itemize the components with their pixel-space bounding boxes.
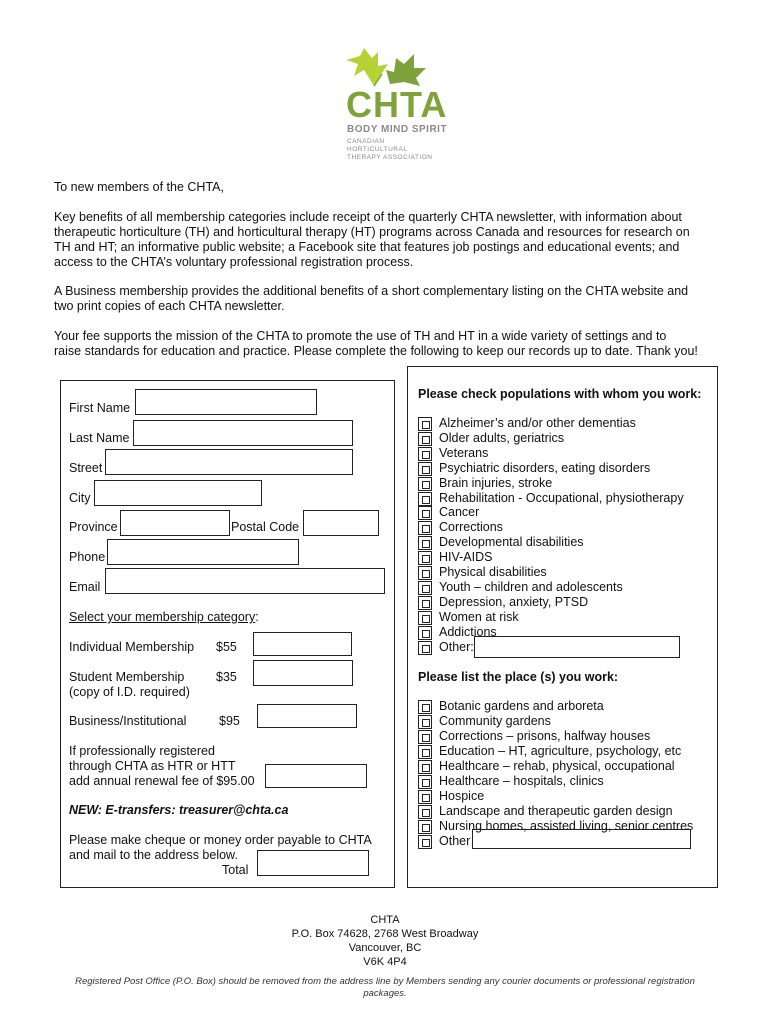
category-heading-text: Select your membership category bbox=[69, 610, 256, 624]
city-label: City bbox=[69, 491, 91, 505]
street-field[interactable] bbox=[105, 449, 353, 475]
place-checkbox[interactable] bbox=[418, 790, 432, 804]
place-checkbox[interactable] bbox=[418, 835, 432, 849]
business-membership-label: Business/Institutional bbox=[69, 714, 187, 728]
address-org: CHTA bbox=[370, 914, 400, 926]
paragraph-line: Your fee supports the mission of the CHTA to promote the use of TH and HT in a wide variety of settings and to bbox=[54, 329, 667, 343]
registered-renewal-note bbox=[69, 744, 255, 789]
places-other-field[interactable] bbox=[472, 829, 691, 849]
population-label: Addictions bbox=[439, 624, 497, 639]
cheque-line: Please make cheque or money order payable to CHTA bbox=[69, 833, 372, 847]
cheque-line: and mail to the address below. bbox=[69, 848, 238, 862]
student-membership-label: Student Membership bbox=[69, 670, 185, 684]
places-heading: Please list the place (s) you work: bbox=[418, 670, 619, 684]
logo-tagline: BODY MIND SPIRIT bbox=[347, 124, 448, 135]
last-name-label: Last Name bbox=[69, 431, 130, 445]
population-label: Psychiatric disorders, eating disorders bbox=[439, 460, 651, 475]
place-label: Community gardens bbox=[439, 713, 551, 728]
population-checkbox[interactable] bbox=[418, 581, 432, 595]
population-label: Alzheimer’s and/or other dementias bbox=[439, 416, 636, 430]
population-checkbox[interactable] bbox=[418, 447, 432, 461]
phone-label: Phone bbox=[69, 550, 106, 564]
first-name-label: First Name bbox=[69, 401, 131, 415]
individual-membership-field[interactable] bbox=[253, 632, 352, 656]
paragraph-line: Key benefits of all membership categories include receipt of the quarterly CHTA newsletter, with information about bbox=[54, 210, 682, 224]
individual-fee: $55 bbox=[216, 640, 237, 654]
place-label: Education – HT, agriculture, psychology, etc bbox=[439, 743, 682, 758]
population-checkbox[interactable] bbox=[418, 551, 432, 565]
logo-subtitle bbox=[347, 138, 447, 162]
phone-field[interactable] bbox=[107, 539, 299, 565]
paragraph-benefits bbox=[54, 210, 704, 270]
courier-note bbox=[40, 976, 730, 1000]
email-field[interactable] bbox=[105, 568, 385, 594]
place-checkbox[interactable] bbox=[418, 745, 432, 759]
place-label: Healthcare – hospitals, clinics bbox=[439, 773, 604, 788]
population-checkbox[interactable] bbox=[418, 566, 432, 580]
place-label: Landscape and therapeutic garden design bbox=[439, 803, 673, 818]
place-label: Corrections – prisons, halfway houses bbox=[439, 728, 651, 743]
paragraph-line: raise standards for education and practice. Please complete the following to keep our records up to date. Thank you! bbox=[54, 344, 698, 358]
place-checkbox[interactable] bbox=[418, 700, 432, 714]
email-label: Email bbox=[69, 580, 101, 594]
paragraph-line: two print copies of each CHTA newsletter. bbox=[54, 299, 285, 313]
address-po-box: P.O. Box 74628, 2768 West Broadway bbox=[291, 928, 479, 940]
total-field[interactable] bbox=[257, 850, 369, 876]
paragraph-line: TH and HT; an informative public website; a Facebook site that features job postings and educational events; and bbox=[54, 240, 680, 254]
population-checkbox[interactable] bbox=[418, 596, 432, 610]
place-label: Botanic gardens and arboreta bbox=[439, 699, 604, 713]
population-checkbox[interactable] bbox=[418, 477, 432, 491]
logo-subtitle-line2: THERAPY ASSOCIATION bbox=[347, 154, 433, 161]
street-label: Street bbox=[69, 461, 103, 475]
postal-code-label: Postal Code bbox=[231, 520, 300, 534]
population-label: Older adults, geriatrics bbox=[439, 430, 565, 445]
place-checkbox[interactable] bbox=[418, 715, 432, 729]
city-field[interactable] bbox=[94, 480, 262, 506]
place-checkbox[interactable] bbox=[418, 805, 432, 819]
business-fee: $95 bbox=[219, 714, 240, 728]
address-postal: V6K 4P4 bbox=[363, 956, 407, 968]
population-label: Developmental disabilities bbox=[439, 535, 584, 550]
postal-code-field[interactable] bbox=[303, 510, 379, 536]
province-label: Province bbox=[69, 520, 118, 534]
courier-note-line: packages. bbox=[363, 988, 407, 999]
individual-membership-label: Individual Membership bbox=[69, 640, 195, 654]
place-label: Hospice bbox=[439, 788, 485, 803]
place-checkbox[interactable] bbox=[418, 760, 432, 774]
paragraph-line: A Business membership provides the additional benefits of a short complementary listing on the CHTA website and bbox=[54, 284, 689, 298]
population-label: Physical disabilities bbox=[439, 565, 547, 579]
province-field[interactable] bbox=[120, 510, 230, 536]
paragraph-line: access to the CHTA’s voluntary professional registration process. bbox=[54, 255, 414, 269]
population-label: Rehabilitation - Occupational, physiotherapy bbox=[439, 490, 684, 505]
population-label: Veterans bbox=[439, 445, 489, 460]
place-checkbox[interactable] bbox=[418, 820, 432, 834]
student-fee: $35 bbox=[216, 670, 237, 684]
population-checkbox[interactable] bbox=[418, 641, 432, 655]
population-checkbox[interactable] bbox=[418, 417, 432, 431]
greeting: To new members of the CHTA, bbox=[54, 180, 224, 194]
paragraph-mission bbox=[54, 329, 704, 359]
population-label: Youth – children and adolescents bbox=[439, 579, 623, 594]
student-membership-field[interactable] bbox=[253, 660, 353, 686]
last-name-field[interactable] bbox=[133, 420, 353, 446]
population-checkbox[interactable] bbox=[418, 611, 432, 625]
population-checkbox[interactable] bbox=[418, 536, 432, 550]
address-city: Vancouver, BC bbox=[348, 942, 422, 954]
paragraph-business bbox=[54, 284, 704, 314]
population-checkbox[interactable] bbox=[418, 492, 432, 506]
population-label: Depression, anxiety, PTSD bbox=[439, 594, 589, 609]
population-checkbox[interactable] bbox=[418, 432, 432, 446]
place-checkbox[interactable] bbox=[418, 775, 432, 789]
category-heading-colon: : bbox=[255, 610, 259, 624]
place-checkbox[interactable] bbox=[418, 730, 432, 744]
population-checkbox[interactable] bbox=[418, 521, 432, 535]
logo-wordmark: CHTA bbox=[346, 84, 448, 125]
population-label: Women at risk bbox=[439, 609, 519, 624]
population-label: Brain injuries, stroke bbox=[439, 475, 553, 490]
registered-line: If professionally registered bbox=[69, 744, 215, 758]
registered-line: through CHTA as HTR or HTT bbox=[69, 759, 236, 773]
membership-category-heading bbox=[69, 610, 259, 624]
populations-heading: Please check populations with whom you work: bbox=[418, 387, 702, 401]
total-label: Total bbox=[222, 863, 249, 877]
logo-subtitle-line1: CANADIAN HORTICULTURAL bbox=[347, 138, 408, 153]
chta-leaf-logo bbox=[334, 48, 444, 88]
population-label: Cancer bbox=[439, 505, 480, 520]
place-label: Other bbox=[439, 833, 471, 848]
population-label: HIV-AIDS bbox=[439, 550, 493, 565]
renewal-fee-field[interactable] bbox=[265, 764, 367, 788]
population-checkbox[interactable] bbox=[418, 462, 432, 476]
place-label: Healthcare – rehab, physical, occupational bbox=[439, 758, 675, 773]
etransfer-note: NEW: E-transfers: treasurer@chta.ca bbox=[69, 803, 289, 817]
courier-note-line: Registered Post Office (P.O. Box) should be removed from the address line by Members sending any courier documents or professional registration bbox=[75, 976, 695, 987]
population-label: Other: bbox=[439, 639, 474, 654]
paragraph-line: therapeutic horticulture (TH) and horticultural therapy (HT) programs across Canada and resources for research on bbox=[54, 225, 690, 239]
business-membership-field[interactable] bbox=[257, 704, 357, 728]
first-name-field[interactable] bbox=[135, 389, 317, 415]
registered-line: add annual renewal fee of $95.00 bbox=[69, 774, 255, 788]
population-checkbox[interactable] bbox=[418, 506, 432, 520]
mailing-address bbox=[0, 913, 770, 969]
population-label: Corrections bbox=[439, 520, 503, 535]
place-label: Nursing homes, assisted living, senior centres bbox=[439, 818, 694, 833]
student-note: (copy of I.D. required) bbox=[69, 685, 190, 699]
population-checkbox[interactable] bbox=[418, 626, 432, 640]
populations-other-field[interactable] bbox=[474, 636, 680, 658]
